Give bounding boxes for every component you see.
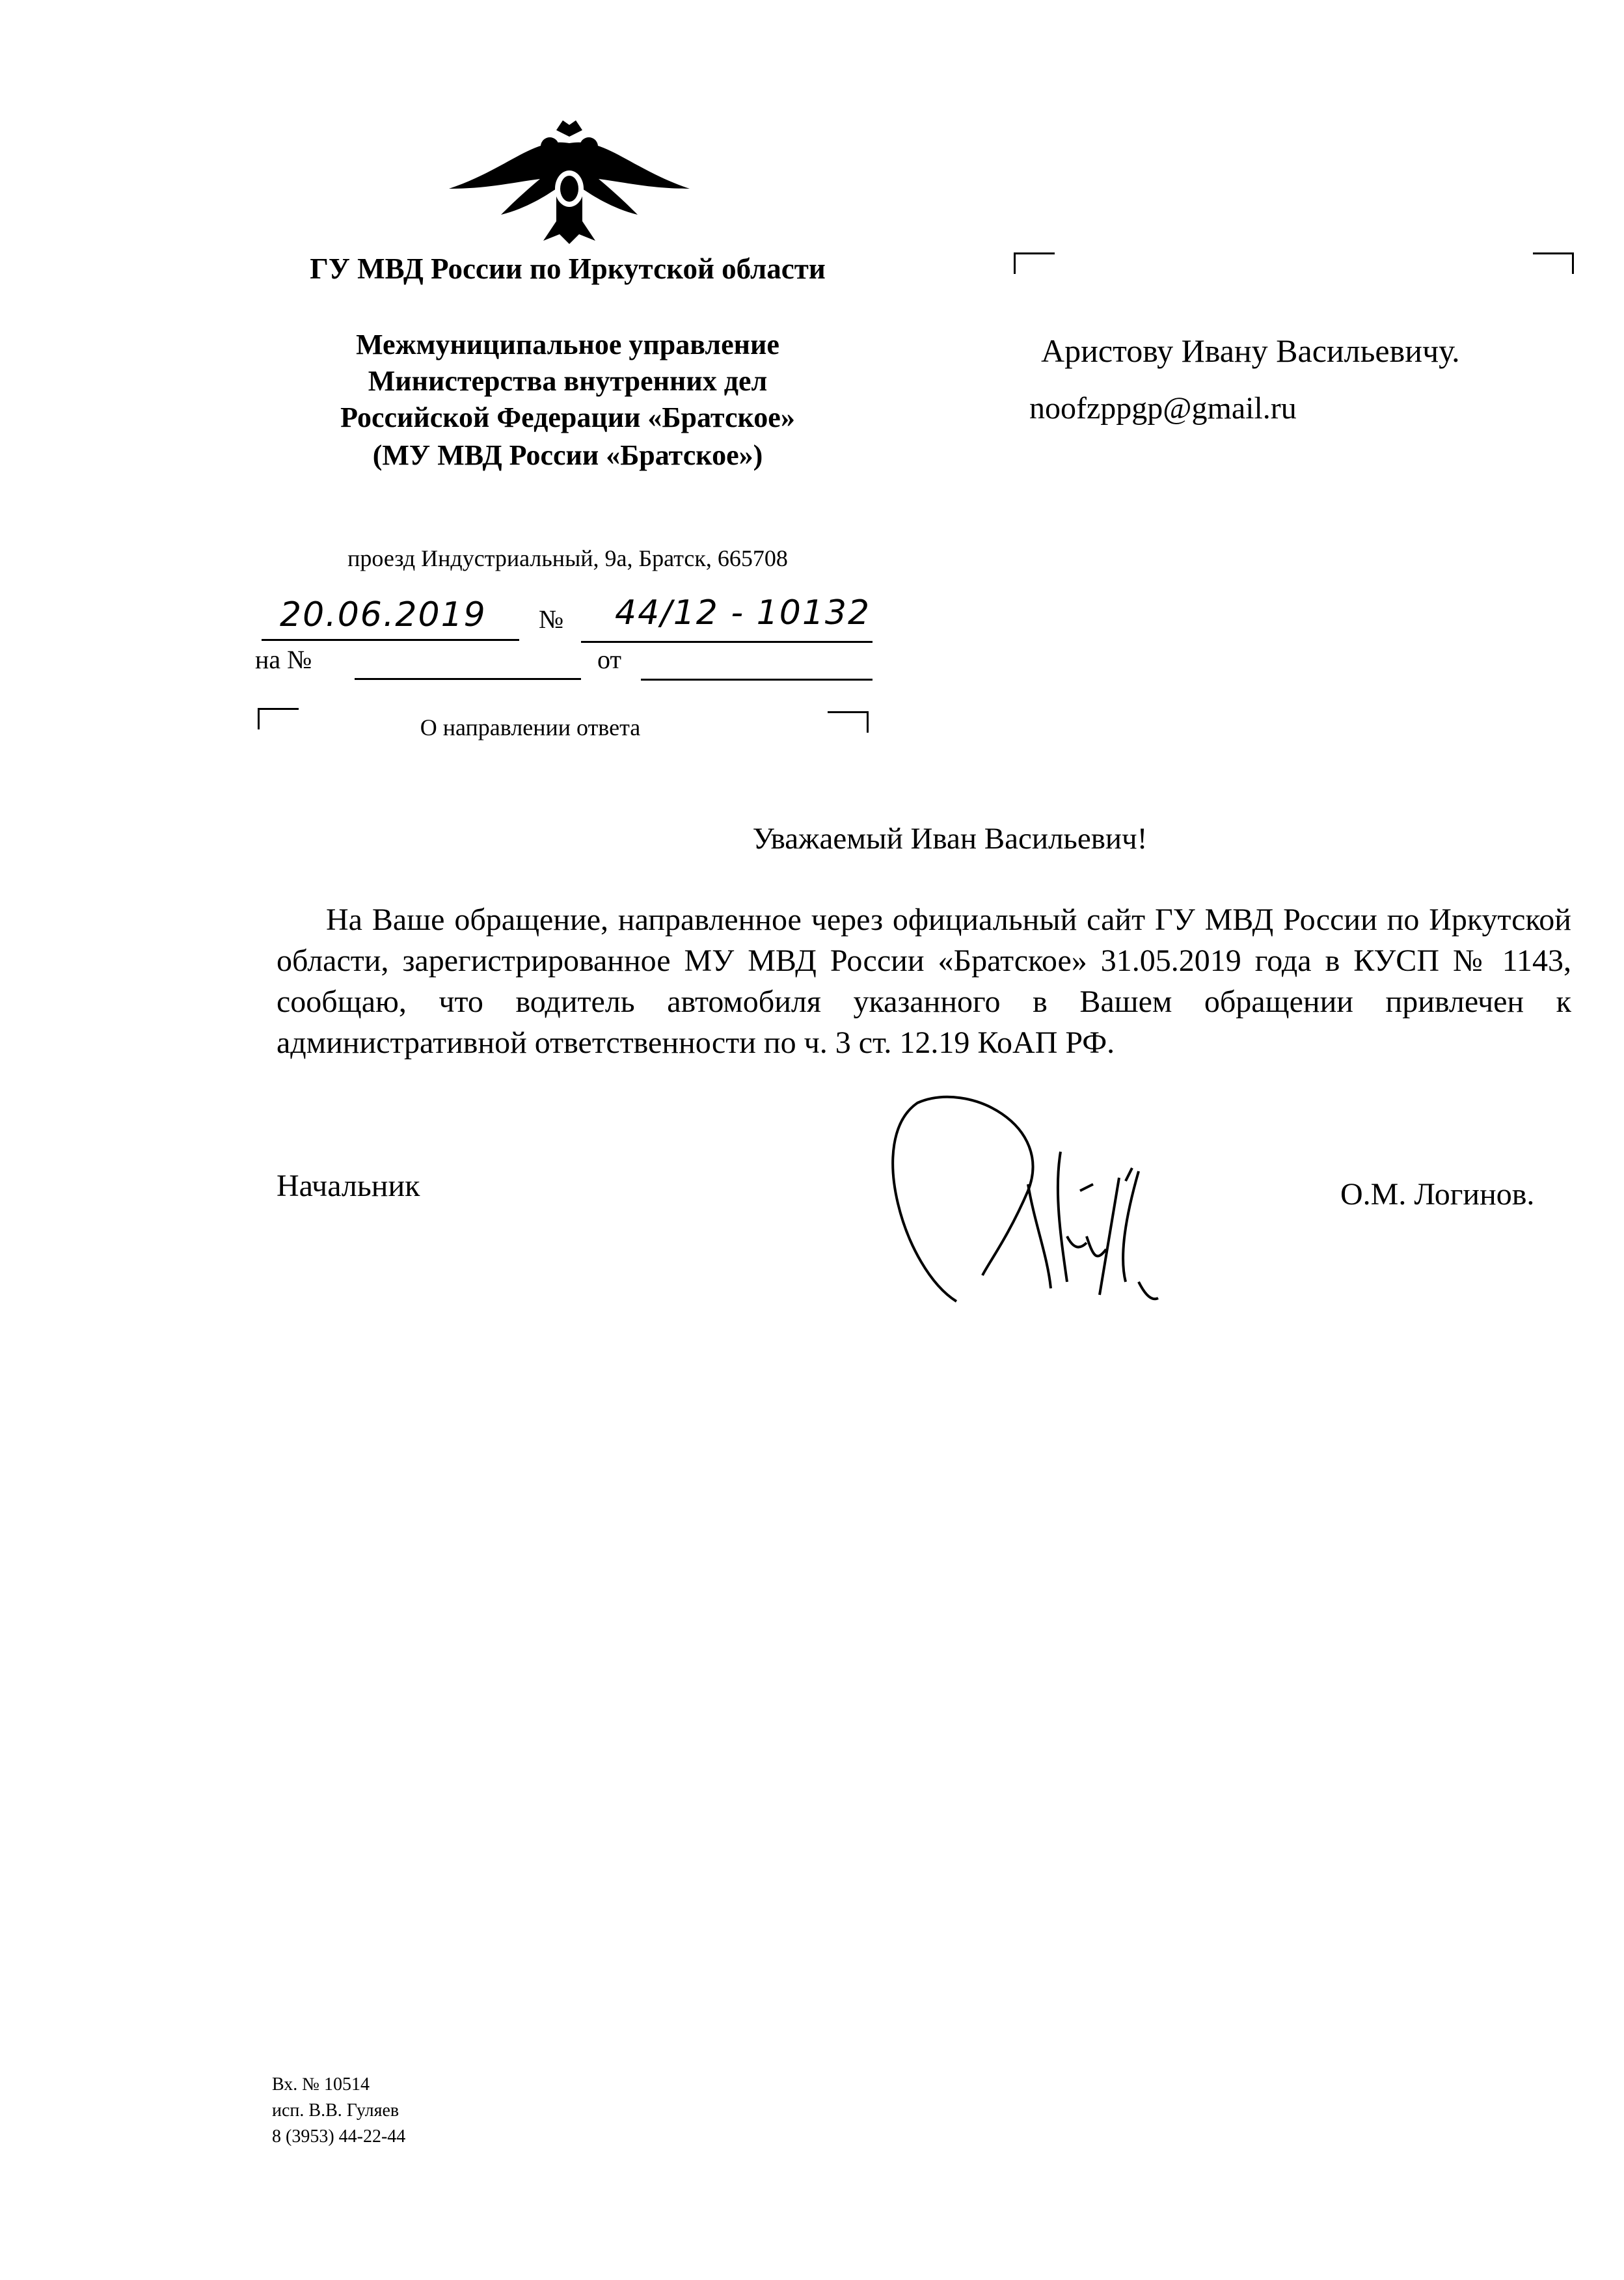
sender-address: проезд Индустриальный, 9а, Братск, 665708 [347,545,788,571]
department-line: Российской Федерации «Братское» [340,401,795,433]
department-line: (МУ МВД России «Братское») [372,439,763,471]
addressee-email: noofzppgp@gmail.ru [1029,391,1297,426]
department-line: Межмуниципальное управление [356,329,779,360]
incoming-number: Вх. № 10514 [272,2074,370,2095]
signatory-name: О.М. Логинов. [1340,1177,1535,1212]
addressee-name: Аристову Ивану Васильевичу. [1041,332,1460,369]
letter-date: 20.06.2019 [280,595,487,634]
executor-phone: 8 (3953) 44-22-44 [272,2126,406,2147]
body-paragraph: На Ваше обращение, направленное через официальный сайт ГУ МВД России по Иркутской области, зарегистрированное МУ МВД России «Братское» 31.05.2019 года в КУСП № 1143, сообщаю, что водитель автомобиля указанного в Вашем обращении привлечен к административной ответственности по ч. 3 ст. 12.19 КоАП РФ. [277,903,1571,1060]
executor-name: исп. В.В. Гуляев [272,2100,399,2121]
footer-info [272,2072,405,2150]
salutation: Уважаемый Иван Васильевич! [752,822,1148,856]
number-label: № [539,604,564,634]
double-headed-eagle-emblem [436,117,703,247]
signatory-title: Начальник [277,1169,420,1203]
ref-number-label: на № [255,645,312,674]
handwritten-signature [865,1087,1204,1314]
agency-name: ГУ МВД России по Иркутской области [310,252,826,285]
ref-date-label: от [597,645,621,674]
subject-line: О направлении ответа [420,714,641,740]
letter-number: 44/12 - 10132 [615,593,871,632]
department-line: Министерства внутренних дел [368,365,768,397]
